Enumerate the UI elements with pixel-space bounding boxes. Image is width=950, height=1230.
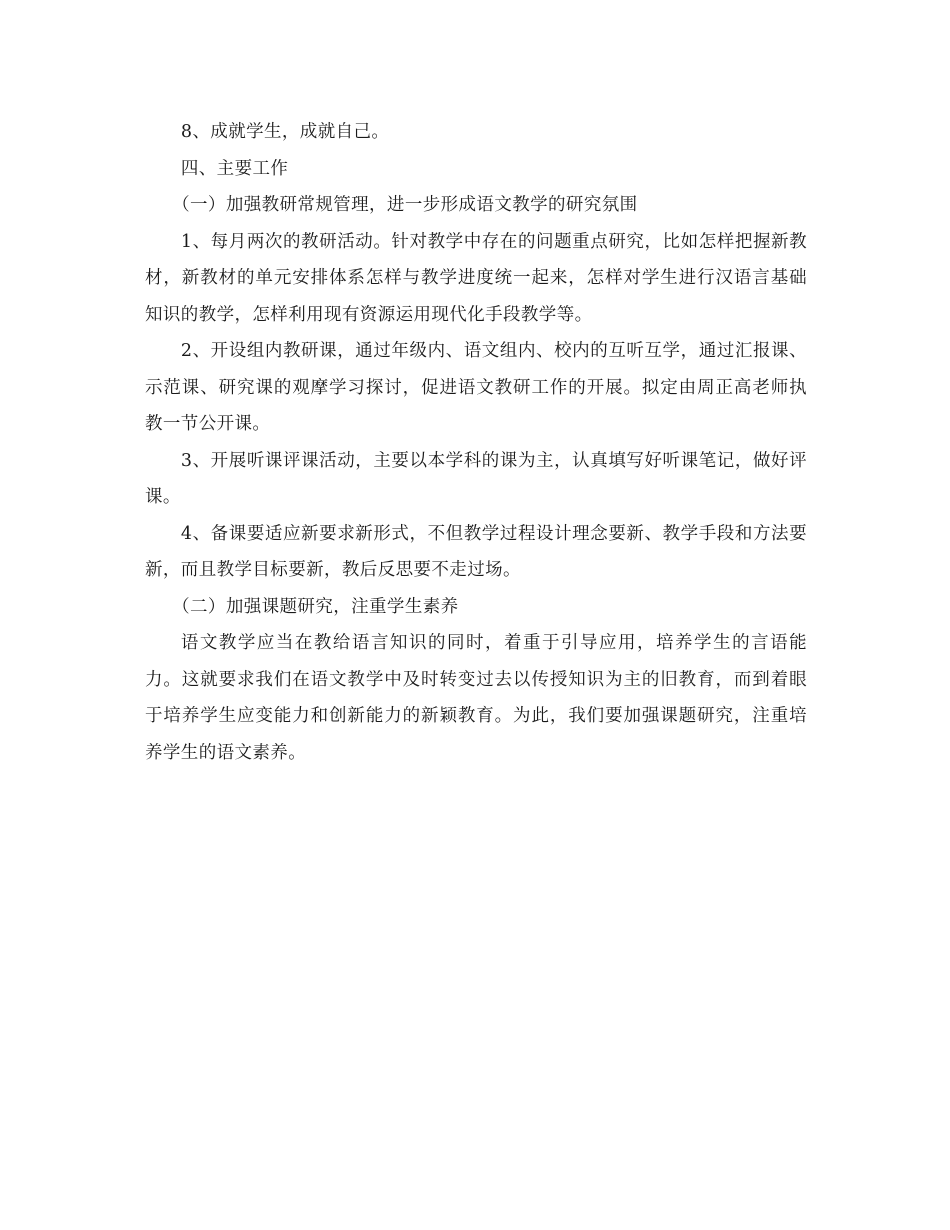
paragraph-item-3: 3、开展听课评课活动，主要以本学科的课为主，认真填写好听课笔记，做好评课。 xyxy=(145,450,807,507)
paragraph-research: 语文教学应当在教给语言知识的同时，着重于引导应用，培养学生的言语能力。这就要求我们在语文教学中及时转变过去以传授知识为主的旧教育，而到着眼于培养学生应变能力和创新能力的新颖教育。为此，我们要加强课题研究，注重培养学生的语文素养。 xyxy=(145,633,807,763)
paragraph-item-1: 1、每月两次的教研活动。针对教学中存在的问题重点研究，比如怎样把握新教材，新教材的单元安排体系怎样与教学进度统一起来，怎样对学生进行汉语言基础知识的教学，怎样利用现有资源运用现代化手段教学等。 xyxy=(145,231,807,325)
subsection-heading-1: （一）加强教研常规管理，进一步形成语文教学的研究氛围 xyxy=(172,195,638,215)
document-body xyxy=(145,114,807,771)
paragraph-item-4: 4、备课要适应新要求新形式，不但教学过程设计理念要新、教学手段和方法要新，而且教学目标要新，教后反思要不走过场。 xyxy=(145,523,807,580)
paragraph-item-2: 2、开设组内教研课，通过年级内、语文组内、校内的互听互学，通过汇报课、示范课、研究课的观摩学习探讨，促进语文教研工作的开展。拟定由周正高老师执教一节公开课。 xyxy=(145,341,807,434)
section-heading-main-work: 四、主要工作 xyxy=(180,158,289,179)
paragraph-goal-8: 8、成就学生，成就自己。 xyxy=(180,122,390,142)
subsection-heading-2: （二）加强课题研究，注重学生素养 xyxy=(172,596,459,617)
